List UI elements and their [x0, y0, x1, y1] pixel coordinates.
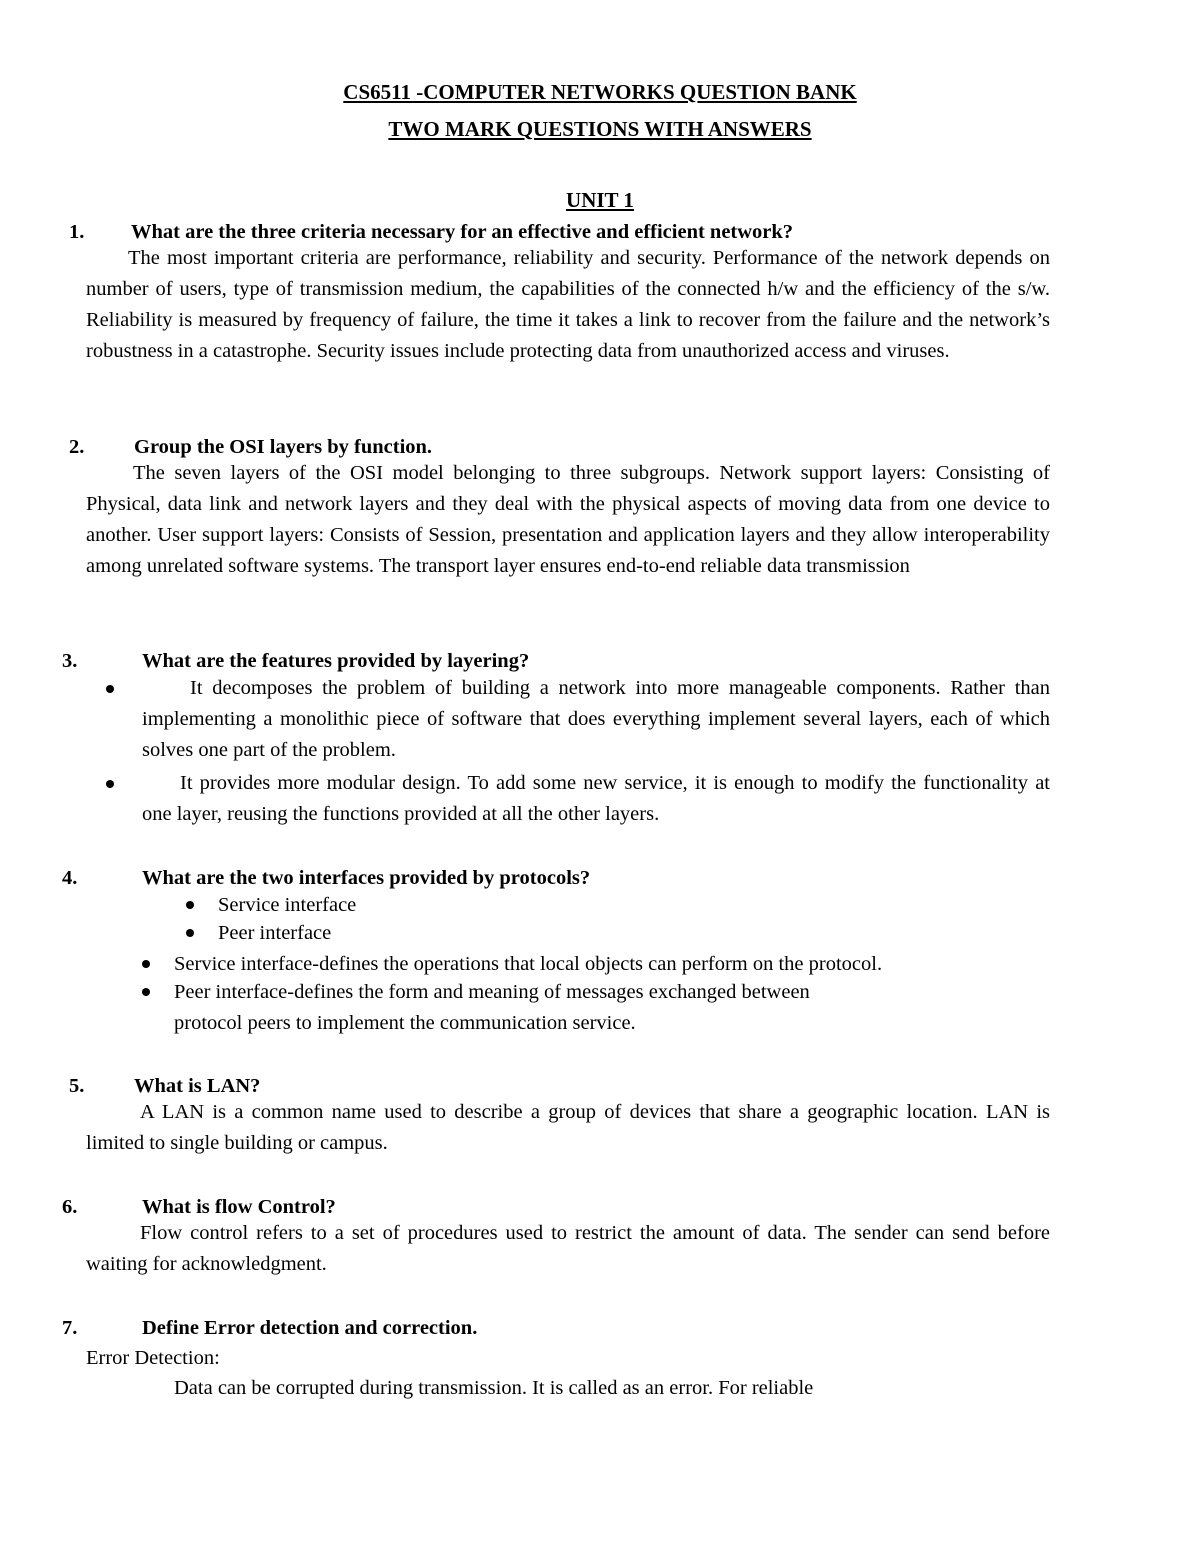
bullet-icon	[142, 960, 150, 968]
answer-paragraph: The seven layers of the OSI model belonging to three subgroups. Network support layers: Consisting of Physical, data link and network layers and they deal with the physical aspects of moving data from one device to another. User support layers: Consists of Session, presentation and application layers and they allow interoperability among unrelated software systems. The transport layer ensures end-to-end reliable data transmission	[86, 462, 1050, 577]
question-number: 1.	[69, 221, 85, 243]
document-title: CS6511 -COMPUTER NETWORKS QUESTION BANK	[343, 80, 857, 104]
bullet-text: Peer interface-defines the form and meaning of messages exchanged between	[174, 981, 810, 1003]
question-heading: Group the OSI layers by function.	[134, 436, 433, 458]
question-number: 3.	[62, 650, 78, 672]
question-heading: What are the three criteria necessary for an effective and efficient network?	[131, 221, 794, 243]
bullet-text: It provides more modular design. To add some new service, it is enough to modify the functionality at one layer, reusing the functions provided at all the other layers.	[142, 772, 1050, 825]
question-heading: What is LAN?	[134, 1075, 261, 1097]
bullet-icon	[186, 929, 194, 937]
bullet-icon	[106, 685, 114, 693]
bullet-icon	[186, 901, 194, 909]
answer-paragraph: Flow control refers to a set of procedures used to restrict the amount of data. The sender can send before waiting for acknowledgment.	[86, 1222, 1050, 1275]
question-number: 6.	[62, 1196, 78, 1218]
question-number: 5.	[69, 1075, 85, 1097]
sub-bullet-text: Service interface	[218, 894, 357, 916]
question-heading: What are the two interfaces provided by protocols?	[142, 867, 591, 889]
bullet-icon	[106, 780, 114, 788]
question-number: 4.	[62, 867, 78, 889]
answer-paragraph: A LAN is a common name used to describe a group of devices that share a geographic location. LAN is limited to single building or campus.	[86, 1101, 1050, 1154]
question-heading: What is flow Control?	[142, 1196, 336, 1218]
document-subtitle: TWO MARK QUESTIONS WITH ANSWERS	[388, 117, 812, 141]
bullet-text: It decomposes the problem of building a network into more manageable components. Rather than implementing a monolithic piece of software that does everything implement several layers, each of which solves one part of the problem.	[142, 677, 1050, 761]
answer-paragraph: The most important criteria are performance, reliability and security. Performance of the network depends on number of users, type of transmission medium, the capabilities of the connected h/w and the efficiency of the s/w. Reliability is measured by frequency of failure, the time it takes a link to recover from the failure and the network’s robustness in a catastrophe. Security issues include protecting data from unauthorized access and viruses.	[86, 247, 1050, 362]
answer-label: Error Detection:	[86, 1347, 220, 1369]
question-number: 7.	[62, 1317, 78, 1339]
question-heading: What are the features provided by layering?	[142, 650, 530, 672]
question-number: 2.	[69, 436, 85, 458]
bullet-icon	[142, 988, 150, 996]
answer-text: Data can be corrupted during transmission. It is called as an error. For reliable	[174, 1377, 814, 1399]
bullet-text-continued: protocol peers to implement the communication service.	[174, 1012, 636, 1034]
bullet-text: Service interface-defines the operations that local objects can perform on the protocol.	[174, 953, 883, 975]
question-heading: Define Error detection and correction.	[142, 1317, 478, 1339]
unit-heading: UNIT 1	[566, 188, 634, 212]
sub-bullet-text: Peer interface	[218, 922, 332, 944]
